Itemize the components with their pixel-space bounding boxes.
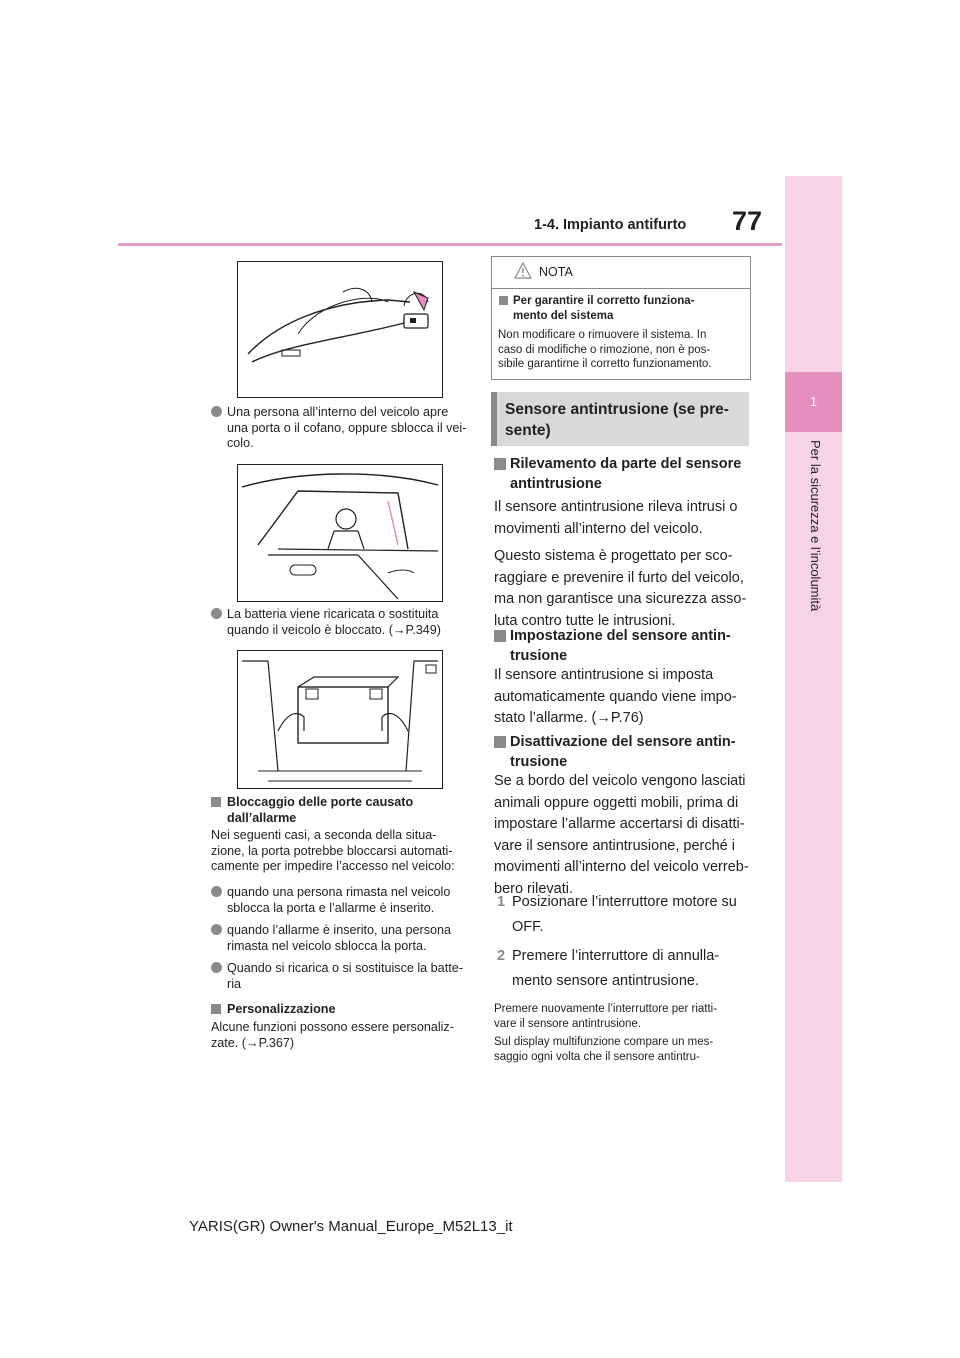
heading-line: mento del sistema (513, 309, 614, 322)
step-2 (497, 944, 752, 994)
bullet-line: sblocca la porta e l’allarme è inserito. (227, 900, 435, 915)
text-line: impostare l’allarme accertarsi di disatti- (494, 816, 745, 832)
section-title: 1-4. Impianto antifurto (534, 217, 687, 233)
warning-icon (514, 262, 532, 279)
lock-bullet-3 (227, 961, 467, 992)
notice-heading (513, 294, 743, 323)
heading-line: Sensore antintrusione (se pre- (505, 401, 729, 418)
disable-heading (510, 732, 750, 772)
text-line: zione, la porta potrebbe bloccarsi automati- (211, 843, 453, 858)
bullet-line: una porta o il cofano, oppure sblocca il vei- (227, 420, 467, 435)
step-line: Posizionare l’interruttore motore su (512, 894, 737, 910)
step-line: mento sensore antintrusione. (512, 973, 699, 989)
text-line: Premere nuovamente l’interruttore per riatti- (494, 1003, 718, 1015)
step-line: OFF. (512, 919, 544, 935)
bullet-dot (211, 962, 222, 973)
text-line: movimenti all’interno del veicolo verreb- (494, 859, 749, 875)
note-reactivate (494, 1002, 754, 1031)
footer-manual-id: YARIS(GR) Owner's Manual_Europe_M52L13_it (189, 1218, 513, 1235)
heading-square (499, 296, 508, 305)
bullet-line: quando una persona rimasta nel veicolo (227, 885, 451, 899)
text-line: animali oppure oggetti mobili, prima di (494, 794, 739, 811)
text-line: caso di modifiche o rimozione, non è pos- (498, 343, 711, 356)
door-handle-illustration (237, 261, 443, 398)
custom-text (211, 1020, 467, 1051)
bullet-door-opened (227, 405, 467, 452)
bullet-line: Quando si ricarica o si sostituisce la batte- (227, 961, 463, 975)
text-line: luta contro tutte le intrusioni. (494, 612, 676, 629)
heading-line: trusione (510, 648, 568, 664)
detect-text (494, 497, 754, 632)
text-line: Questo sistema è progettato per sco- (494, 548, 733, 564)
step-1 (497, 890, 752, 940)
bullet-dot (211, 406, 222, 417)
text-line: vare il sensore antintrusione. (494, 1017, 642, 1030)
notice-text (498, 328, 746, 372)
chapter-tab: 1 (785, 372, 842, 432)
bullet-line: ria (227, 976, 241, 991)
text-line: saggio ogni volta che il sensore antintru- (494, 1050, 700, 1063)
step-number: 2 (497, 948, 506, 964)
bullet-line: quando l’allarme è inserito, una persona (227, 923, 452, 937)
heading-square (211, 1004, 221, 1014)
bullet-dot (211, 608, 222, 619)
bullet-dot (211, 886, 222, 897)
bullet-dot (211, 924, 222, 935)
text-line: ma non garantisce una sicurezza asso- (494, 591, 747, 607)
step-number: 1 (497, 894, 506, 910)
text-line: camente per impedire l’accesso nel veicolo: (211, 859, 455, 873)
text-line: Nei seguenti casi, a seconda della situa- (211, 828, 437, 842)
heading-line: dall’allarme (227, 810, 297, 825)
heading-line: Bloccaggio delle porte causato (227, 795, 414, 809)
battery-drawing (238, 651, 442, 788)
side-strip (785, 176, 842, 1182)
section-header-title (505, 399, 741, 441)
header-rule (118, 243, 782, 246)
step-line: Premere l’interruttore di annulla- (512, 948, 720, 964)
heading-square (494, 630, 506, 642)
bullet-line: Una persona all’interno del veicolo apre (227, 405, 449, 419)
car-door-drawing (238, 465, 442, 601)
heading-line: antintrusione (510, 476, 602, 492)
custom-heading (227, 1002, 467, 1018)
text-line: sibile garantirne il corretto funzionamento. (498, 358, 712, 370)
battery-illustration (237, 650, 443, 789)
heading-line: Impostazione del sensore antin- (510, 628, 731, 644)
setting-text (494, 665, 754, 730)
chapter-title: Per la sicurezza e l’incolumità (808, 440, 823, 612)
text-line: automaticamente quando viene impo- (494, 688, 737, 705)
lock-bullet-2 (227, 923, 467, 954)
heading-line: Per garantire il corretto funziona- (513, 295, 695, 307)
notice-label: NOTA (539, 265, 573, 279)
heading-square (211, 797, 221, 807)
detect-heading (510, 454, 750, 494)
text-line: Sul display multifunzione compare un mes- (494, 1036, 714, 1048)
text-line: zate. (→P.367) (211, 1035, 295, 1050)
heading-line: Disattivazione del sensore antin- (510, 734, 736, 750)
heading-square (494, 736, 506, 748)
bullet-line: colo. (227, 436, 254, 450)
notice-header (492, 257, 750, 289)
text-line: Alcune funzioni possono essere personaliz- (211, 1020, 454, 1034)
door-handle-drawing (238, 262, 442, 397)
heading-line: trusione (510, 754, 568, 770)
heading-line: Personalizzazione (227, 1002, 336, 1016)
text-line: raggiare e prevenire il furto del veicolo, (494, 569, 744, 586)
lock-intro (211, 828, 467, 875)
heading-square (494, 458, 506, 470)
setting-heading (510, 626, 750, 666)
text-line: bero rilevati. (494, 880, 573, 897)
note-display (494, 1035, 754, 1064)
bullet-battery-charged (227, 607, 467, 638)
bullet-line: quando il veicolo è bloccato. (→P.349) (227, 622, 441, 637)
section-header (491, 392, 749, 446)
lock-bullet-1 (227, 885, 467, 916)
section-header-bar (491, 392, 497, 446)
page-number: 77 (732, 206, 763, 236)
car-interior-illustration (237, 464, 443, 602)
text-line: Se a bordo del veicolo vengono lasciati (494, 773, 746, 789)
text-line: movimenti all’interno del veicolo. (494, 520, 703, 537)
text-line: Non modificare o rimuovere il sistema. In (498, 329, 707, 341)
bullet-line: La batteria viene ricaricata o sostituita (227, 607, 439, 621)
notice-box (491, 256, 751, 380)
text-line: Il sensore antintrusione si imposta (494, 667, 714, 683)
text-line: Il sensore antintrusione rileva intrusi o (494, 499, 738, 515)
lock-heading (227, 795, 467, 826)
text-line: vare il sensore antintrusione, perché i (494, 837, 735, 854)
text-line: stato l’allarme. (→P.76) (494, 710, 644, 726)
heading-line: Rilevamento da parte del sensore (510, 456, 742, 472)
bullet-line: rimasta nel veicolo sblocca la porta. (227, 938, 427, 953)
disable-text (494, 771, 754, 900)
heading-line: sente) (505, 422, 551, 439)
